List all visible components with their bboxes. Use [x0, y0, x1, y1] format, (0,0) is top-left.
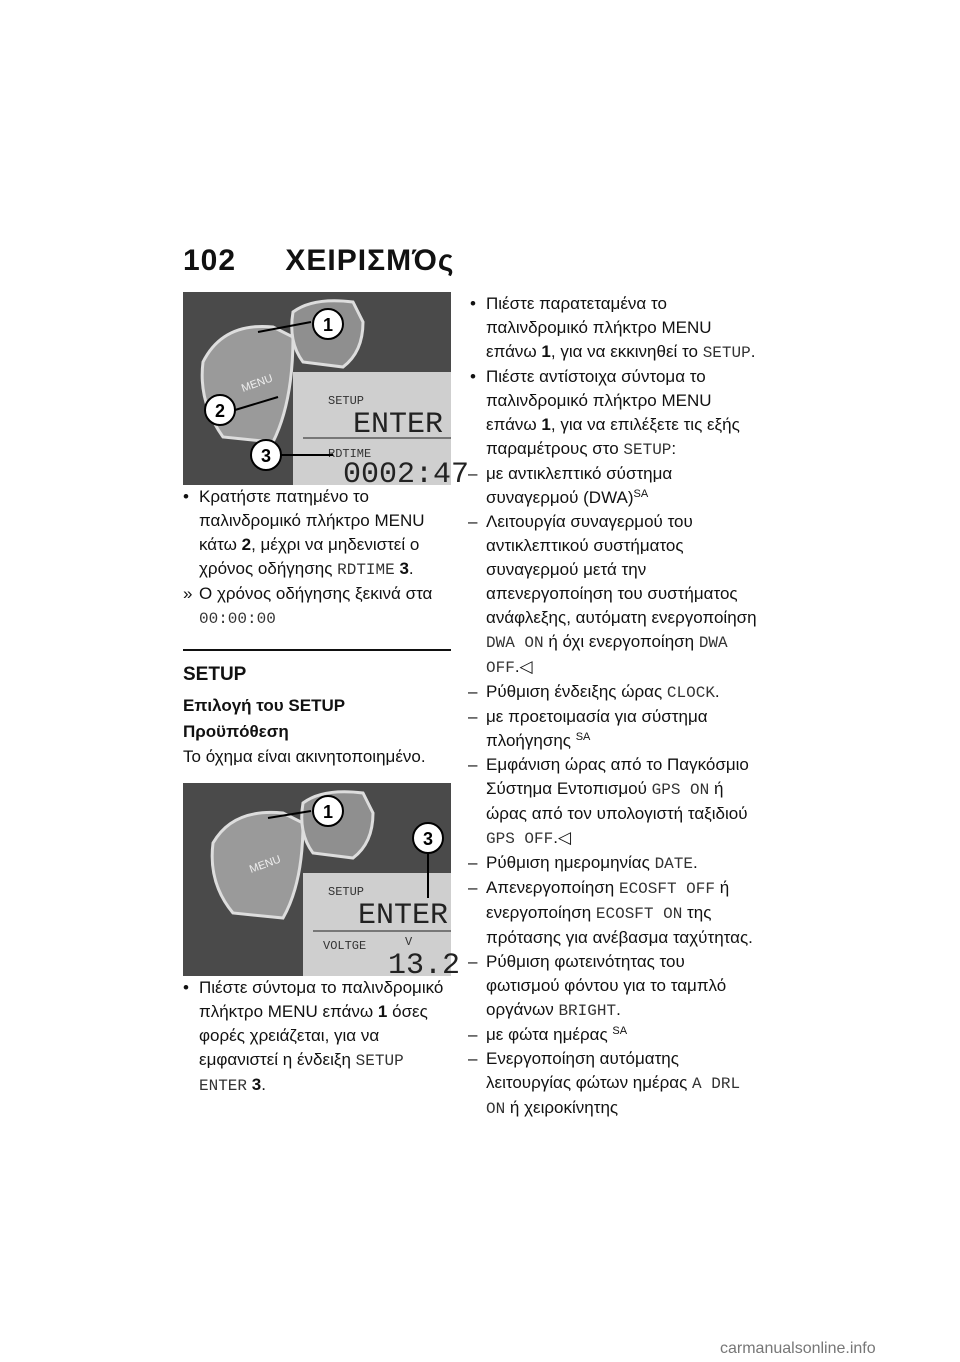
photo1-callout-1: 1: [323, 315, 334, 335]
section-divider: [183, 649, 451, 651]
photo2-key-label: MENU: [247, 853, 283, 876]
photo1-display-small-1: SETUP: [328, 394, 365, 408]
photo2-display-unit: V: [405, 935, 413, 949]
page-header: [183, 244, 454, 278]
bullet-press-menu-up: • Πιέστε σύντομα το παλινδρομικό πλήκτρο MENU επάνω 1 όσες φορές χρειάζεται, για να εμφανιστεί η ένδειξη SETUP ENTER 3.: [183, 978, 444, 1095]
watermark: carmanualsonline.info: [720, 1340, 876, 1357]
dash-dwa-option: – με αντικλεπτικό σύστημα συναγερμού (DWA)$^{SA}$: [468, 464, 673, 507]
photo2-callout-1: 1: [323, 802, 334, 822]
prerequisite-text: Το όχημα είναι ακινητοποιημένο.: [183, 747, 426, 766]
section-title-setup: SETUP: [183, 664, 247, 685]
photo1-key-label: MENU: [239, 372, 275, 395]
page-title: ΧΕΙΡΙΣΜΌς: [285, 244, 455, 277]
photo2-display-small-2: VOLTGE: [323, 939, 367, 953]
left-column: [183, 292, 470, 1098]
subsection-title: Επιλογή του SETUP: [183, 696, 346, 715]
bullet-hold-menu-down: • Κρατήστε πατημένο το παλινδρομικό πλήκτρο MENU κάτω 2, μέχρι να μηδενιστεί ο χρόνος οδήγησης RDTIME 3.: [183, 487, 425, 579]
photo1-display-small-2: RDTIME: [328, 447, 372, 461]
dash-brightness: – Ρύθμιση φωτεινότητας του φωτισμού φόντου για το ταμπλό οργάνων BRIGHT.: [468, 952, 727, 1020]
dash-ecoshift: – Απενεργοποίηση ECOSFT OFF ή ενεργοποίηση ECOSFT ON της πρότασης για ανέβασμα ταχύτητας.: [468, 878, 753, 947]
dash-clock: – Ρύθμιση ένδειξης ώρας CLOCK.: [468, 682, 720, 702]
photo-menu-key-voltage: [183, 783, 461, 983]
photo1-display-big-2: 0002:47: [343, 458, 470, 492]
dash-date: – Ρύθμιση ημερομηνίας DATE.: [468, 853, 698, 873]
result-time-starts: » Ο χρόνος οδήγησης ξεκινά στα 00:00:00: [183, 584, 433, 628]
dash-daylight-option: – με φώτα ημέρας $^{SA}$: [468, 1025, 628, 1044]
photo1-illustration: [183, 292, 470, 492]
photo1-display-big-1: ENTER: [353, 408, 444, 442]
prerequisite-title: Προϋπόθεση: [183, 722, 289, 741]
photo2-display-small-1: SETUP: [328, 885, 365, 899]
photo1-callout-3: 3: [261, 446, 272, 466]
bullet-start-setup: • Πιέστε παρατεταμένα το παλινδρομικό πλήκτρο MENU επάνω 1, για να εκκινηθεί το SETUP.: [470, 294, 756, 362]
page-number: 102: [183, 244, 237, 277]
right-column: [470, 292, 760, 1121]
photo2-illustration: [183, 783, 461, 983]
dash-auto-drl: – Ενεργοποίηση αυτόματης λειτουργίας φώτων ημέρας A DRL ON ή χειροκίνητης: [468, 1049, 741, 1118]
photo1-callout-2: 2: [215, 401, 226, 421]
photo2-callout-3: 3: [423, 829, 434, 849]
dash-navigation-option: – με προετοιμασία για σύστημα πλοήγησης $^{SA}$: [468, 707, 708, 750]
dash-gps-time: – Εμφάνιση ώρας από το Παγκόσμιο Σύστημα Εντοπισμού GPS ON ή ώρας από τον υπολογιστή ταξιδιού GPS OFF.◁: [468, 755, 749, 848]
photo2-display-big-1: ENTER: [358, 899, 449, 933]
dash-dwa-function: – Λειτουργία συναγερμού του αντικλεπτικού συστήματος συναγερμού μετά την απενεργοποίηση του συστήματος ανάφλεξης, αυτόματη ενεργοποίηση DWA ON ή όχι ενεργοποίηση DWA OFF.◁: [468, 512, 757, 677]
photo-menu-key-rdtime: [183, 292, 470, 492]
bullet-select-parameters: • Πιέστε αντίστοιχα σύντομα το παλινδρομικό πλήκτρο MENU επάνω 1, για να επιλέξετε τις εξής παραμέτρους στο SETUP:: [470, 367, 740, 459]
photo2-display-big-2: 13.2: [388, 949, 461, 983]
